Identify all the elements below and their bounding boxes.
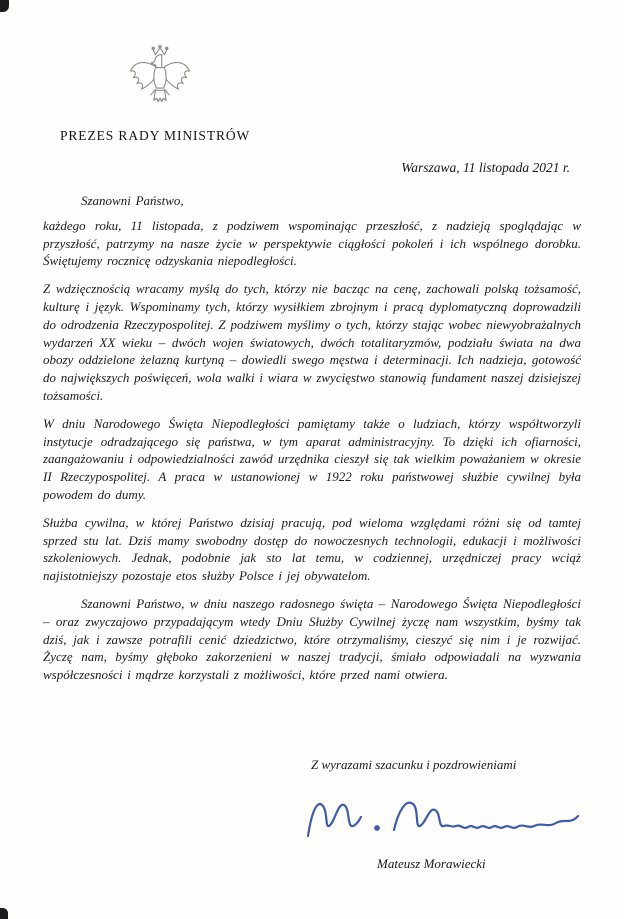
office-title: PREZES RADY MINISTRÓW (60, 128, 251, 143)
closing-line: Z wyrazami szacunku i pozdrowieniami (311, 757, 517, 772)
scan-artifact-bottom-left (0, 908, 8, 919)
signatory-name: Mateusz Morawiecki (377, 856, 486, 871)
salutation: Szanowni Państwo, (81, 193, 184, 208)
eagle-emblem-icon (126, 36, 194, 114)
paragraph-5: Szanowni Państwo, w dniu naszego radosnego święta – Narodowego Święta Niepodległości – oraz zwyczajowo przypadającym wtedy Dniu Służby Cywilnej życzę nam wszystkim, byśmy tak dziś, jak i zawsze potrafili cenić dziedzictwo, które otrzymaliśmy, cieszyć się nim i je rozwijać. Życzę nam, byśmy głęboko zakorzenieni w naszej tradycji, śmiało odpowiadali na wyzwania współczesności i mądrze korzystali z możliwości, które przed nami otwiera. (43, 595, 581, 683)
scan-artifact-top-left (0, 0, 9, 12)
signature-ink-icon (298, 786, 586, 852)
paragraph-3: W dniu Narodowego Święta Niepodległości pamiętamy także o ludziach, którzy współtworzyli instytucje odradzającego się państwa, w tym aparat administracyjny. To dzięki ich ofiarności, zaangażowaniu i odpowiedzialności zawód urzędnika cieszył się tak wielkim poważaniem w okresie II Rzeczypospolitej. A praca w ustanowionej w 1922 roku państwowej służbie cywilnej była powodem do dumy. (43, 415, 581, 502)
handwritten-signature (298, 786, 586, 852)
paragraph-1: każdego roku, 11 listopada, z podziwem wspominając przeszłość, z nadzieją spoglądając w przyszłość, patrzymy na nasze życie w perspektywie ciągłości pokoleń i ich wspólnego dorobku. Świętujemy rocznicę odzyskania niepodległości. (43, 217, 581, 269)
paragraph-4: Służba cywilna, w której Państwo dzisiaj pracują, pod wieloma względami różni się od tamtej sprzed stu lat. Dziś mamy swobodny dostęp do nowoczesnych technologii, edukacji i możliwości szkoleniowych. Jednak, podobnie jak sto lat temu, w codziennej, urzędniczej pracy wciąż najistotniejszy pozostaje etos służby Polsce i jej obywatelom. (43, 514, 581, 584)
letter-body (43, 192, 581, 752)
letterhead (60, 36, 260, 144)
date-line: Warszawa, 11 listopada 2021 r. (401, 160, 570, 175)
paragraph-2: Z wdzięcznością wracamy myślą do tych, którzy nie bacząc na cenę, zachowali polską tożsamość, kulturę i język. Wspominamy tych, którzy wysiłkiem zbrojnym i pracą dyplomatyczną doprowadzili do odrodzenia Rzeczypospolitej. Z podziwem myślimy o tych, którzy stając wobec niewyobrażalnych wydarzeń XX wieku – dwóch wojen światowych, dwóch totalitaryzmów, podziału świata na dwa obozy oddzielone żelazną kurtyną – dowiedli swego męstwa i determinacji. Ich nadzieja, gotowość do największych poświęceń, wola walki i wiara w zwycięstwo stanowią fundament naszej dzisiejszej tożsamości. (43, 281, 581, 403)
